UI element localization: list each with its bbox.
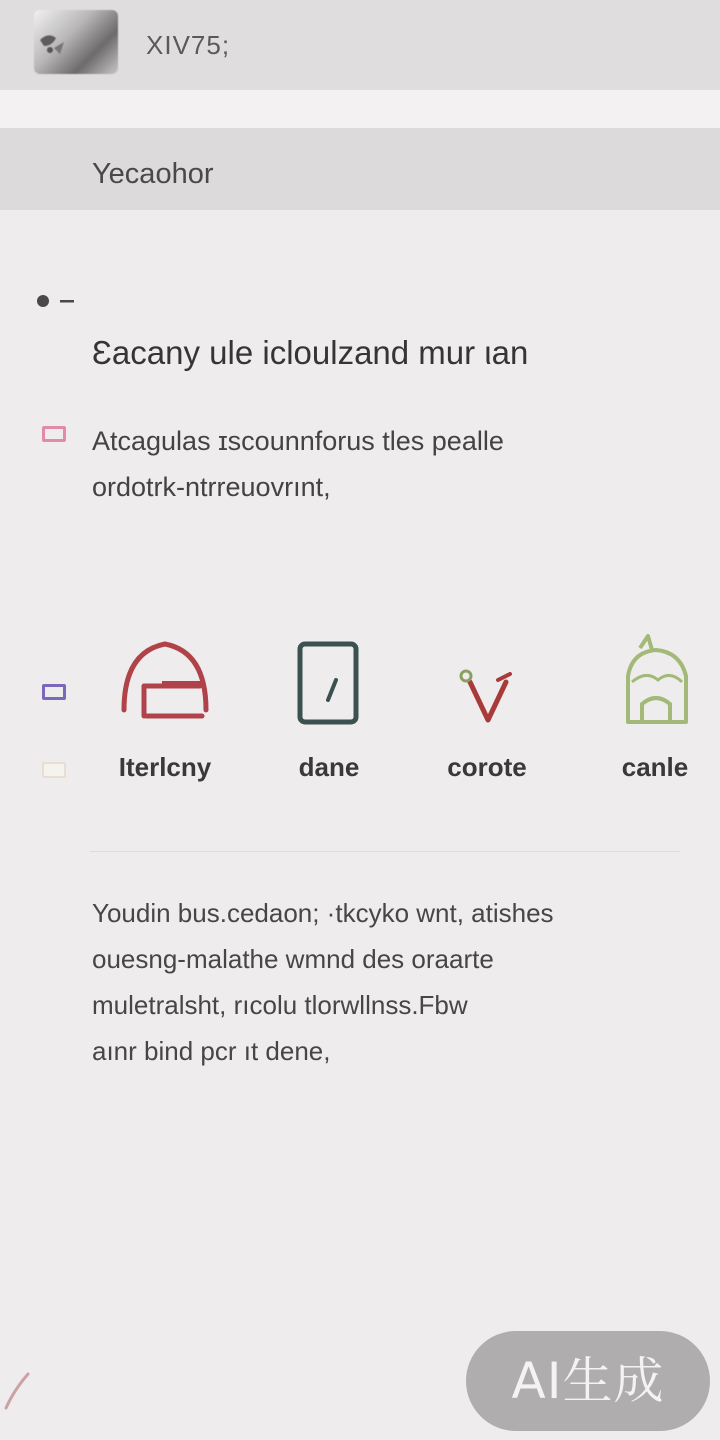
door-icon [274, 630, 384, 730]
feature-item-2[interactable] [254, 630, 404, 783]
intro-line: Atcagulas ɪscounnforus tles pealle [92, 426, 504, 456]
feature-label: dane [298, 752, 360, 782]
feature-row [0, 630, 720, 790]
helmet-icon [110, 630, 220, 730]
ai-generated-badge: AI生成 [466, 1331, 710, 1431]
corner-decoration-icon [0, 1370, 30, 1410]
app-title: XIV75; [146, 30, 231, 60]
body-line: muletralsht, rıcolu tlorwllnss.Fbw [92, 990, 468, 1020]
feature-item-4[interactable] [580, 630, 720, 783]
body-line: Youdin bus.cedaon; ·tkcyko wnt, atishes [92, 898, 554, 928]
app-logo[interactable] [34, 10, 118, 74]
page-headline: Ɛacany ule icloulzand mur ιan [92, 334, 529, 371]
intro-paragraph [92, 418, 652, 510]
feature-label: corote [447, 752, 527, 782]
body-line: aınr bind pcr ıt dene, [92, 1036, 331, 1066]
section-divider [90, 851, 680, 852]
feature-item-3[interactable] [412, 630, 562, 783]
section-bar [0, 128, 720, 210]
feature-label: Iterlcny [118, 752, 212, 782]
header-spacer [0, 90, 720, 128]
feature-item-1[interactable] [90, 630, 240, 783]
body-line: ouesng-malathe wmnd des oraarte [92, 944, 494, 974]
section-title: Yecaohor [92, 158, 214, 190]
sprout-icon [432, 630, 542, 730]
pink-marker-icon [42, 426, 66, 442]
intro-line: ordotrk-ntrreuovrınt, [92, 472, 331, 502]
feature-label: canle [621, 752, 689, 782]
animal-icon [600, 630, 710, 730]
body-paragraph [92, 890, 692, 1074]
back-icon[interactable] [34, 291, 82, 307]
top-app-bar [0, 0, 720, 90]
